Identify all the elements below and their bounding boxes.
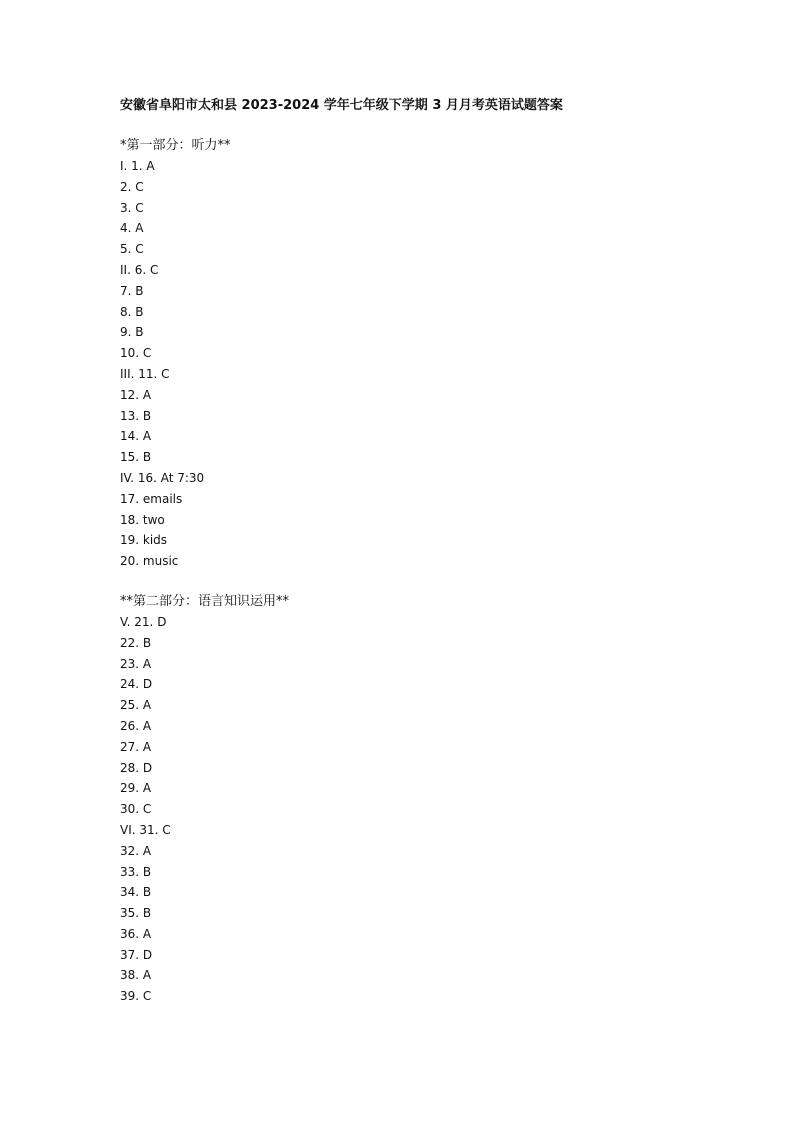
answer-item: 27. A <box>120 739 152 754</box>
answer-item: 26. A <box>120 718 152 733</box>
answer-item: II. 6. C <box>120 262 159 277</box>
answer-item: IV. 16. At 7:30 <box>120 470 205 485</box>
answer-item: 18. two <box>120 512 165 527</box>
answer-item: VI. 31. C <box>120 822 171 837</box>
answer-item: 14. A <box>120 429 152 444</box>
answer-item: 2. C <box>120 179 144 194</box>
answer-item: 15. B <box>120 450 152 465</box>
section-listening <box>120 136 680 572</box>
answer-document <box>120 96 680 1007</box>
answer-item: 13. B <box>120 408 152 423</box>
answer-item: V. 21. D <box>120 614 167 629</box>
section-heading: **第二部分：语言知识运用** <box>120 593 290 609</box>
answer-item: 17. emails <box>120 491 183 506</box>
answer-item: III. 11. C <box>120 366 170 381</box>
answer-item: 10. C <box>120 346 152 361</box>
answer-list <box>120 156 680 572</box>
answer-item: 35. B <box>120 906 152 921</box>
answer-item: 8. B <box>120 304 144 319</box>
answer-list <box>120 612 680 1007</box>
answer-item: 12. A <box>120 387 152 402</box>
document-title: 安徽省阜阳市太和县 2023-2024 学年七年级下学期 3 月月考英语试题答案 <box>120 98 563 113</box>
answer-item: 32. A <box>120 843 152 858</box>
answer-item: 3. C <box>120 200 144 215</box>
answer-item: 20. music <box>120 554 179 569</box>
answer-item: 24. D <box>120 677 153 692</box>
answer-item: 25. A <box>120 698 152 713</box>
answer-item: 39. C <box>120 989 152 1004</box>
answer-item: 38. A <box>120 968 152 983</box>
answer-item: 29. A <box>120 781 152 796</box>
section-language-knowledge <box>120 592 680 1007</box>
answer-item: 37. D <box>120 947 153 962</box>
answer-item: 22. B <box>120 635 152 650</box>
answer-item: 30. C <box>120 802 152 817</box>
answer-item: 9. B <box>120 325 144 340</box>
answer-item: 4. A <box>120 221 144 236</box>
answer-item: 23. A <box>120 656 152 671</box>
answer-item: 19. kids <box>120 533 168 548</box>
answer-item: 7. B <box>120 283 144 298</box>
answer-item: 36. A <box>120 926 152 941</box>
answer-item: 33. B <box>120 864 152 879</box>
answer-item: 5. C <box>120 242 144 257</box>
answer-item: I. 1. A <box>120 159 155 173</box>
section-heading: *第一部分：听力** <box>120 138 231 153</box>
answer-item: 34. B <box>120 885 152 900</box>
answer-item: 28. D <box>120 760 153 775</box>
